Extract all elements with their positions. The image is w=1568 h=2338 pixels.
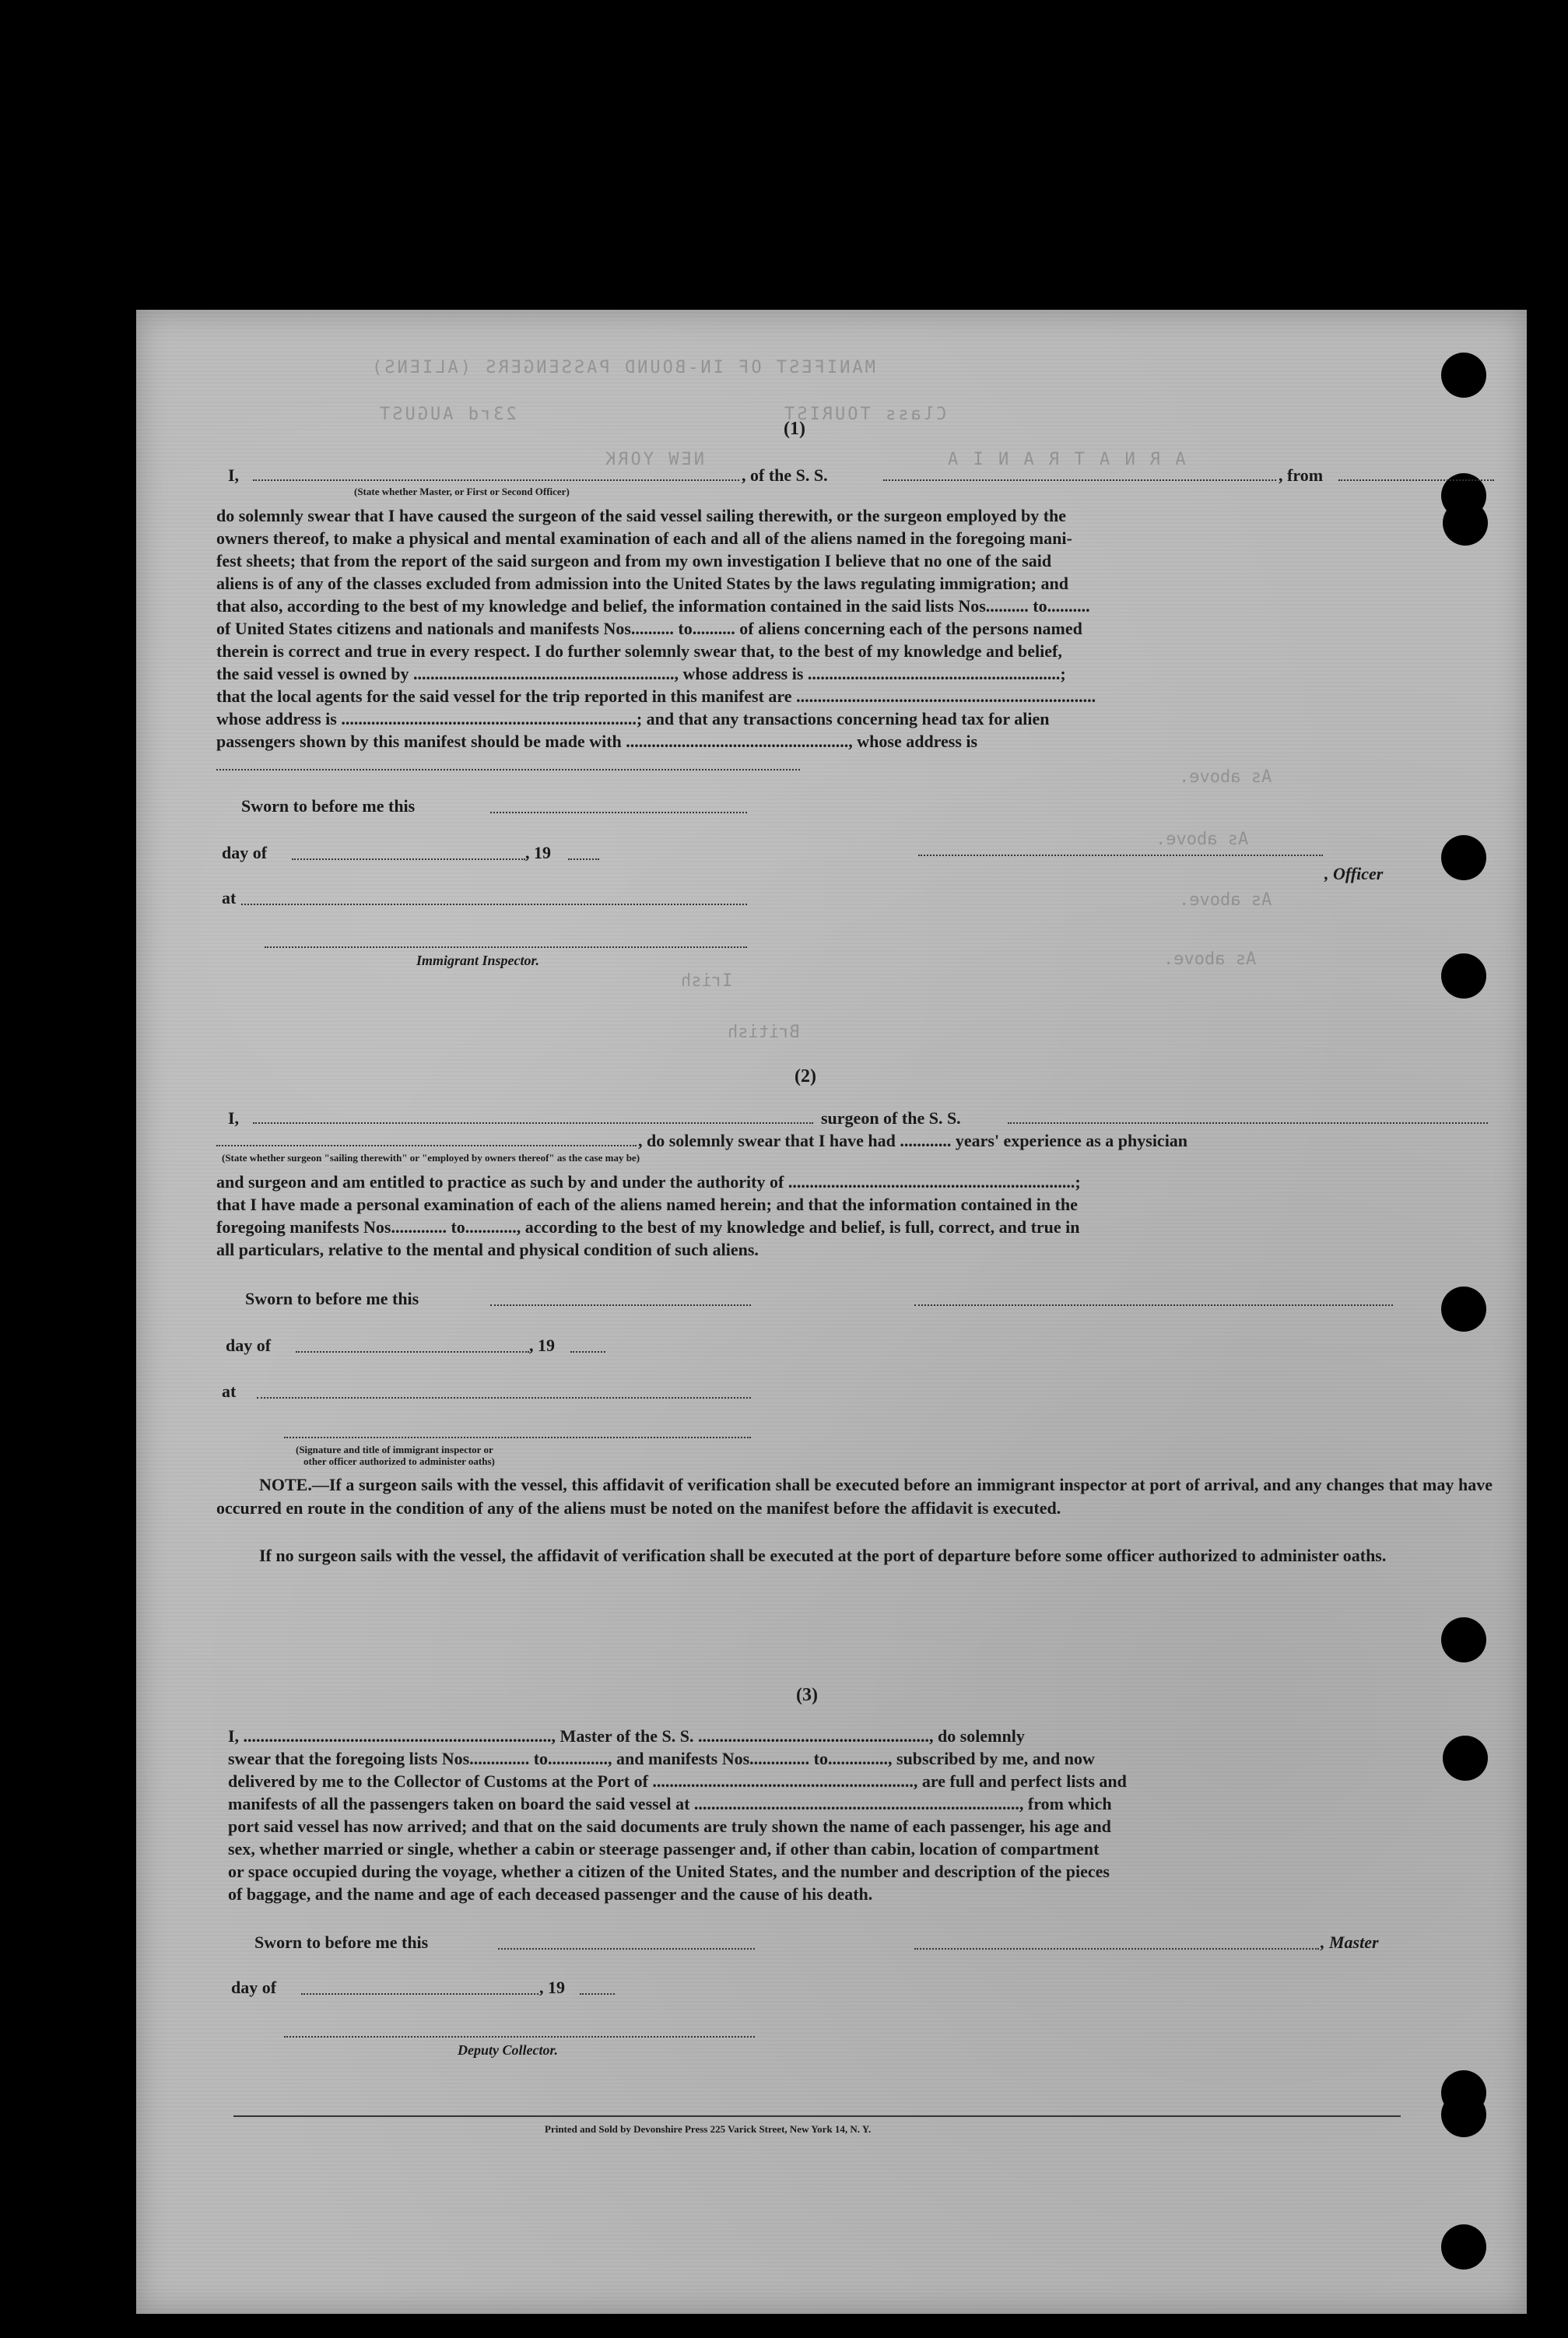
surgeon-vessel-line: [1008, 1122, 1488, 1124]
surgeon-role-note: (State whether surgeon "sailing therewith" or "employed by owners thereof" as the case may be): [222, 1152, 640, 1164]
section-2-i: I,: [228, 1108, 240, 1128]
deputy-collector-label: Deputy Collector.: [458, 2042, 558, 2058]
section-3-line: sex, whether married or single, whether a cabin or steerage passenger and, if other than cabin, location of compartment: [228, 1839, 1100, 1859]
bleedthrough-class: Class TOURIST: [782, 405, 947, 424]
day-of-line-3: [301, 1993, 538, 1995]
section-1-i: I,: [228, 465, 240, 485]
at-line-2: [257, 1397, 751, 1399]
punch-hole: [1441, 1617, 1486, 1662]
note-paragraph: NOTE.—If a surgeon sails with the vessel, this affidavit of verification shall be executed before an immigrant inspector at port of arrival, and any changes that may have occurred en route in the condition of any of the aliens must be noted on the manifest before the affidavit is executed.: [216, 1475, 1493, 1518]
section-1-line: whose address is .....................................................................; and that any transactions concerning head tax for alien: [216, 709, 1050, 728]
section-2-surgeon: surgeon of the S. S.: [821, 1108, 961, 1128]
manifest-back-page: [136, 310, 1527, 2314]
officer-name-line: [253, 479, 739, 481]
master-label: , Master: [1321, 1933, 1379, 1952]
punch-hole: [1441, 2224, 1486, 2270]
section-2-line: and surgeon and am entitled to practice as such by and under the authority of ...................................................................;: [216, 1172, 1081, 1192]
section-1-line: the said vessel is owned by ............................................................., whose address is ...........................................................;: [216, 664, 1066, 683]
punch-hole: [1441, 2092, 1486, 2137]
section-2-line2: , do solemnly swear that I have had ............ years' experience as a physician: [638, 1131, 1188, 1150]
section-2-day-of: day of: [226, 1336, 272, 1355]
printer-credit: Printed and Sold by Devonshire Press 225 Varick Street, New York 14, N. Y.: [545, 2123, 872, 2135]
immigrant-inspector-label: Immigrant Inspector.: [416, 953, 540, 968]
bleedthrough-note: As above.: [1163, 950, 1257, 969]
section-2-sworn: Sworn to before me this: [245, 1289, 419, 1308]
at-line: [241, 904, 747, 905]
surgeon-signature-line: [914, 1304, 1393, 1306]
bleedthrough-port: NEW YORK: [603, 450, 704, 469]
bleedthrough-vessel: A R N A T R A N I A: [945, 450, 1186, 469]
section-3-line: I, ........................................................................, Master of the S. S. ......................................................, do solemnly: [228, 1726, 1025, 1746]
section-1-line: of United States citizens and nationals and manifests Nos.......... to.......... of aliens concerning each of the persons named: [216, 619, 1082, 638]
inspector-signature-line: [265, 946, 747, 948]
bleedthrough-note: As above.: [1179, 767, 1272, 787]
bleedthrough-title: MANIFEST OF IN-BOUND PASSENGERS (ALIENS): [370, 358, 875, 377]
note-paragraph: If no surgeon sails with the vessel, the affidavit of verification shall be executed at the port of departure before some officer authorized to administer oaths.: [259, 1546, 1387, 1565]
sworn-date-line-3: [498, 1948, 755, 1950]
section-1-line: that the local agents for the said vessel for the trip reported in this manifest are ......................................................................: [216, 686, 1096, 706]
bleedthrough-note: As above.: [1179, 890, 1272, 910]
surgeon-role-line: [216, 1145, 637, 1146]
section-3-line: of baggage, and the name and age of each deceased passenger and the cause of his death.: [228, 1884, 873, 1904]
bleedthrough-note: As above.: [1156, 830, 1249, 849]
section-1-of-ss: , of the S. S.: [742, 465, 828, 485]
section-1-line: therein is correct and true in every respect. I do further solemnly swear that, to the best of my knowledge and belief,: [216, 641, 1062, 661]
day-of-line-2: [296, 1351, 529, 1353]
signature-note: other officer authorized to administer oaths): [303, 1455, 495, 1467]
section-3-line: port said vessel has now arrived; and that on the said documents are truly shown the name of each passenger, his age and: [228, 1817, 1111, 1836]
year-line: [568, 858, 599, 860]
section-1-at: at: [222, 888, 237, 907]
punch-hole: [1441, 353, 1486, 398]
vessel-name-line: [883, 479, 1276, 481]
inspector-signature-line-2: [284, 1437, 751, 1438]
section-1-sworn: Sworn to before me this: [241, 796, 416, 816]
section-1-line: fest sheets; that from the report of the said surgeon and from my own investigation I believe that no one of the said: [216, 551, 1052, 570]
officer-role-note: (State whether Master, or First or Second Officer): [354, 486, 570, 497]
officer-label: , Officer: [1324, 864, 1384, 883]
section-3-line: manifests of all the passengers taken on board the said vessel at ............................................................................, from which: [228, 1794, 1112, 1813]
master-signature-line: [914, 1948, 1319, 1950]
section-3-line: delivered by me to the Collector of Customs at the Port of ............................................................., are full and perfect lists and: [228, 1771, 1127, 1791]
year-line-2: [570, 1351, 605, 1353]
section-3-day-of: day of: [231, 1978, 277, 1997]
head-tax-address-line: [216, 769, 800, 771]
section-3-number: (3): [796, 1685, 818, 1705]
section-1-line: passengers shown by this manifest should be made with ...................................................., whose address is: [216, 732, 978, 751]
deputy-signature-line: [284, 2036, 755, 2038]
section-1-line: do solemnly swear that I have caused the surgeon of the said vessel sailing therewith, or the surgeon employed by the: [216, 506, 1067, 525]
section-1-number: (1): [784, 419, 805, 439]
bleedthrough-note: Irish: [681, 971, 733, 991]
surgeon-name-line: [253, 1122, 813, 1124]
signature-note: (Signature and title of immigrant inspector or: [296, 1444, 493, 1455]
section-1-day-of: day of: [222, 843, 268, 862]
punch-hole: [1443, 500, 1488, 546]
section-3-sworn: Sworn to before me this: [254, 1933, 429, 1952]
section-2-number: (2): [795, 1066, 816, 1087]
section-2-at: at: [222, 1381, 237, 1401]
day-of-line: [292, 858, 525, 860]
section-1-year: , 19: [525, 843, 551, 862]
from-port-line: [1338, 479, 1494, 481]
sworn-date-line-2: [490, 1304, 751, 1306]
officer-signature-line: [918, 855, 1323, 856]
section-2-year: , 19: [529, 1336, 555, 1355]
footer-rule: [233, 2115, 1401, 2117]
year-line-3: [580, 1993, 615, 1995]
bleedthrough-date: 23rd AUGUST: [377, 405, 517, 424]
section-2-line: foregoing manifests Nos............. to............, according to the best of my knowledge and belief, is full, correct, and true in: [216, 1217, 1080, 1237]
sworn-date-line: [490, 812, 747, 813]
section-1-line: aliens is of any of the classes excluded from admission into the United States by the laws regulating immigration; and: [216, 574, 1068, 593]
punch-hole: [1443, 1736, 1488, 1781]
section-2-line: that I have made a personal examination of each of the aliens named herein; and that the information contained in the: [216, 1195, 1078, 1214]
section-3-line: or space occupied during the voyage, whether a citizen of the United States, and the number and description of the pieces: [228, 1862, 1110, 1881]
section-1-from: , from: [1279, 465, 1324, 485]
punch-hole: [1441, 1287, 1486, 1332]
section-1-line: owners thereof, to make a physical and mental examination of each and all of the aliens named in the foregoing mani-: [216, 528, 1072, 548]
bleedthrough-note: British: [728, 1023, 800, 1042]
punch-hole: [1441, 835, 1486, 880]
punch-hole: [1441, 953, 1486, 999]
section-3-line: swear that the foregoing lists Nos.............. to.............., and manifests Nos.............. to.............., subscribed by me, and now: [228, 1749, 1095, 1768]
section-2-line: all particulars, relative to the mental and physical condition of such aliens.: [216, 1240, 759, 1259]
section-3-year: , 19: [539, 1978, 565, 1997]
section-1-line: that also, according to the best of my knowledge and belief, the information contained in the said lists Nos.......... to..........: [216, 596, 1090, 616]
